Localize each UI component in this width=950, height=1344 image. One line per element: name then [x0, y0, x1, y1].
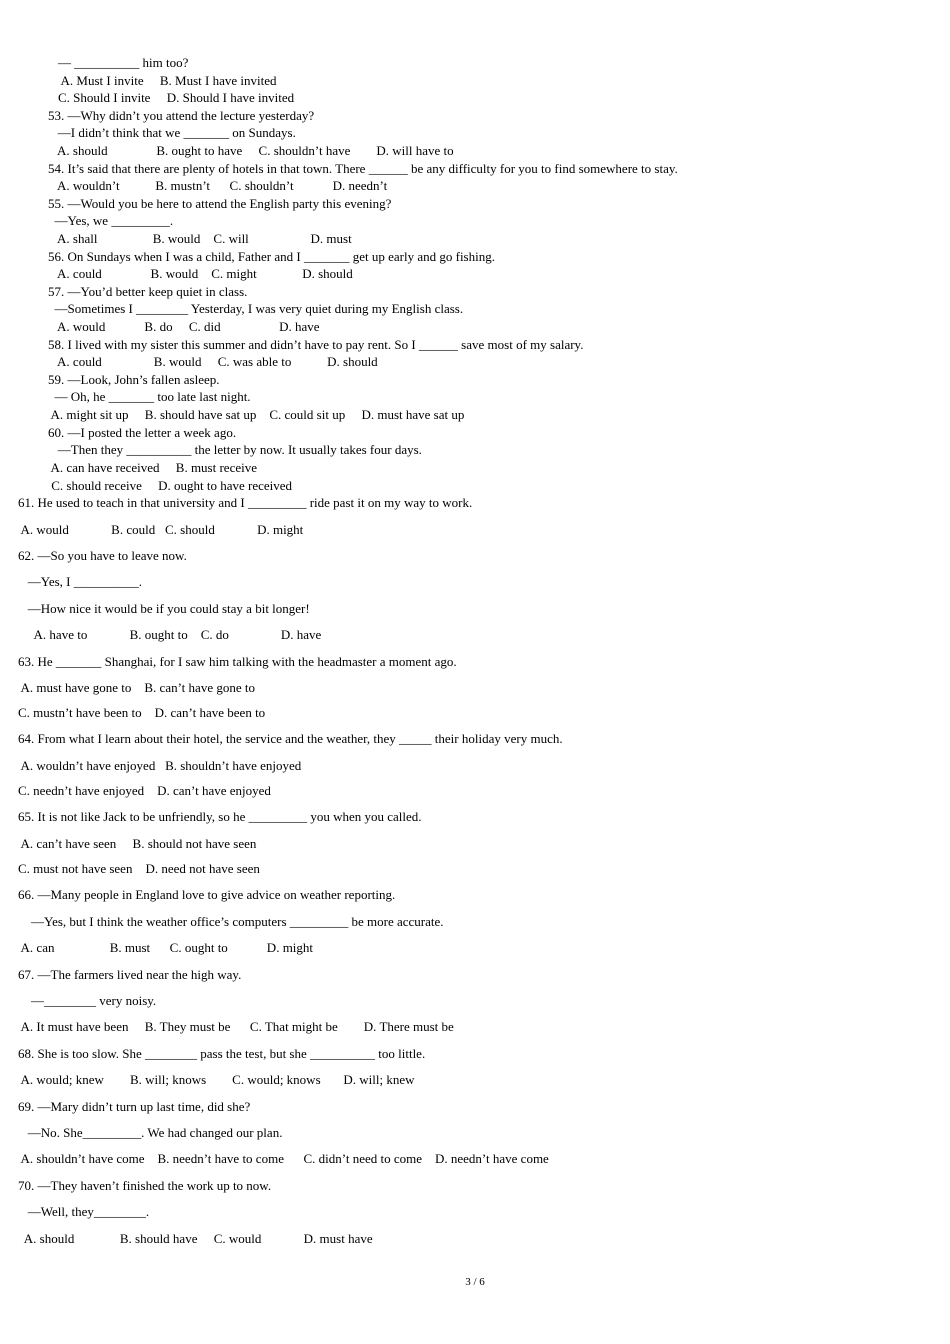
text-line: 62. —So you have to leave now. [18, 548, 187, 563]
text-line: A. can’t have seen B. should not have seen [18, 836, 257, 851]
text-line: A. must have gone to B. can’t have gone to [18, 680, 255, 695]
text-line: —No. She_________. We had changed our plan. [18, 1125, 283, 1140]
text-line: 67. —The farmers lived near the high way. [18, 967, 242, 982]
text-line: A. would B. could C. should D. might [18, 522, 304, 537]
text-line: —________ very noisy. [18, 993, 157, 1008]
text-line: A. should B. ought to have C. shouldn’t have D. will have to [48, 143, 454, 158]
text-line: A. have to B. ought to C. do D. have [18, 627, 322, 642]
text-line: 64. From what I learn about their hotel, the service and the weather, they _____ their holiday very much. [18, 731, 563, 746]
text-line: 70. —They haven’t finished the work up to now. [18, 1178, 272, 1193]
text-line: 60. —I posted the letter a week ago. [48, 425, 237, 440]
text-line: —How nice it would be if you could stay a bit longer! [18, 601, 310, 616]
text-line: 65. It is not like Jack to be unfriendly, so he _________ you when you called. [18, 809, 422, 824]
text-line: A. wouldn’t B. mustn’t C. shouldn’t D. needn’t [48, 178, 388, 193]
text-line: A. should B. should have C. would D. must have [18, 1231, 373, 1246]
text-line: 59. —Look, John’s fallen asleep. [48, 372, 220, 387]
text-line: A. shouldn’t have come B. needn’t have to come C. didn’t need to come D. needn’t have come [18, 1151, 549, 1166]
page-number: 3 / 6 [465, 1276, 485, 1288]
text-line: 56. On Sundays when I was a child, Father and I _______ get up early and go fishing. [48, 249, 495, 264]
text-line: C. Should I invite D. Should I have invited [58, 90, 295, 105]
text-line: 54. It’s said that there are plenty of hotels in that town. There ______ be any difficulty for you to find somewhere to stay. [48, 161, 678, 176]
text-line: 58. I lived with my sister this summer and didn’t have to pay rent. So I ______ save most of my salary. [48, 337, 584, 352]
text-line: C. should receive D. ought to have received [48, 478, 293, 493]
text-line: A. can B. must C. ought to D. might [18, 940, 314, 955]
text-line: A. Must I invite B. Must I have invited [58, 73, 277, 88]
text-line: 66. —Many people in England love to give advice on weather reporting. [18, 887, 396, 902]
text-line: 68. She is too slow. She ________ pass the test, but she __________ too little. [18, 1046, 426, 1061]
text-line: A. might sit up B. should have sat up C. could sit up D. must have sat up [48, 407, 465, 422]
text-line: A. wouldn’t have enjoyed B. shouldn’t have enjoyed [18, 758, 302, 773]
text-line: A. would B. do C. did D. have [48, 319, 320, 334]
text-line: A. can have received B. must receive [48, 460, 257, 475]
text-line: —Yes, we _________. [48, 213, 174, 228]
text-line: A. It must have been B. They must be C. That might be D. There must be [18, 1019, 454, 1034]
text-line: A. would; knew B. will; knows C. would; knows D. will; knew [18, 1072, 415, 1087]
text-line: — Oh, he _______ too late last night. [48, 389, 251, 404]
text-line: —Well, they________. [18, 1204, 150, 1219]
text-line: 63. He _______ Shanghai, for I saw him talking with the headmaster a moment ago. [18, 654, 457, 669]
text-line: 55. —Would you be here to attend the English party this evening? [48, 196, 392, 211]
text-line: C. mustn’t have been to D. can’t have been to [18, 705, 266, 720]
text-line: C. must not have seen D. need not have seen [18, 861, 260, 876]
text-line: 61. He used to teach in that university and I _________ ride past it on my way to work. [18, 495, 473, 510]
text-line: A. shall B. would C. will D. must [48, 231, 352, 246]
text-line: C. needn’t have enjoyed D. can’t have enjoyed [18, 783, 271, 798]
text-line: —Then they __________ the letter by now. It usually takes four days. [48, 442, 422, 457]
text-line: 69. —Mary didn’t turn up last time, did she? [18, 1099, 251, 1114]
text-line: 53. —Why didn’t you attend the lecture yesterday? [48, 108, 315, 123]
text-line: —Yes, I __________. [18, 574, 142, 589]
text-line: — __________ him too? [58, 55, 189, 70]
text-line: 57. —You’d better keep quiet in class. [48, 284, 248, 299]
text-line: —Yes, but I think the weather office’s computers _________ be more accurate. [18, 914, 444, 929]
text-line: A. could B. would C. might D. should [48, 266, 353, 281]
text-line: —Sometimes I ________ Yesterday, I was very quiet during my English class. [48, 301, 464, 316]
text-line: —I didn’t think that we _______ on Sundays. [48, 125, 296, 140]
text-line: A. could B. would C. was able to D. should [48, 354, 378, 369]
